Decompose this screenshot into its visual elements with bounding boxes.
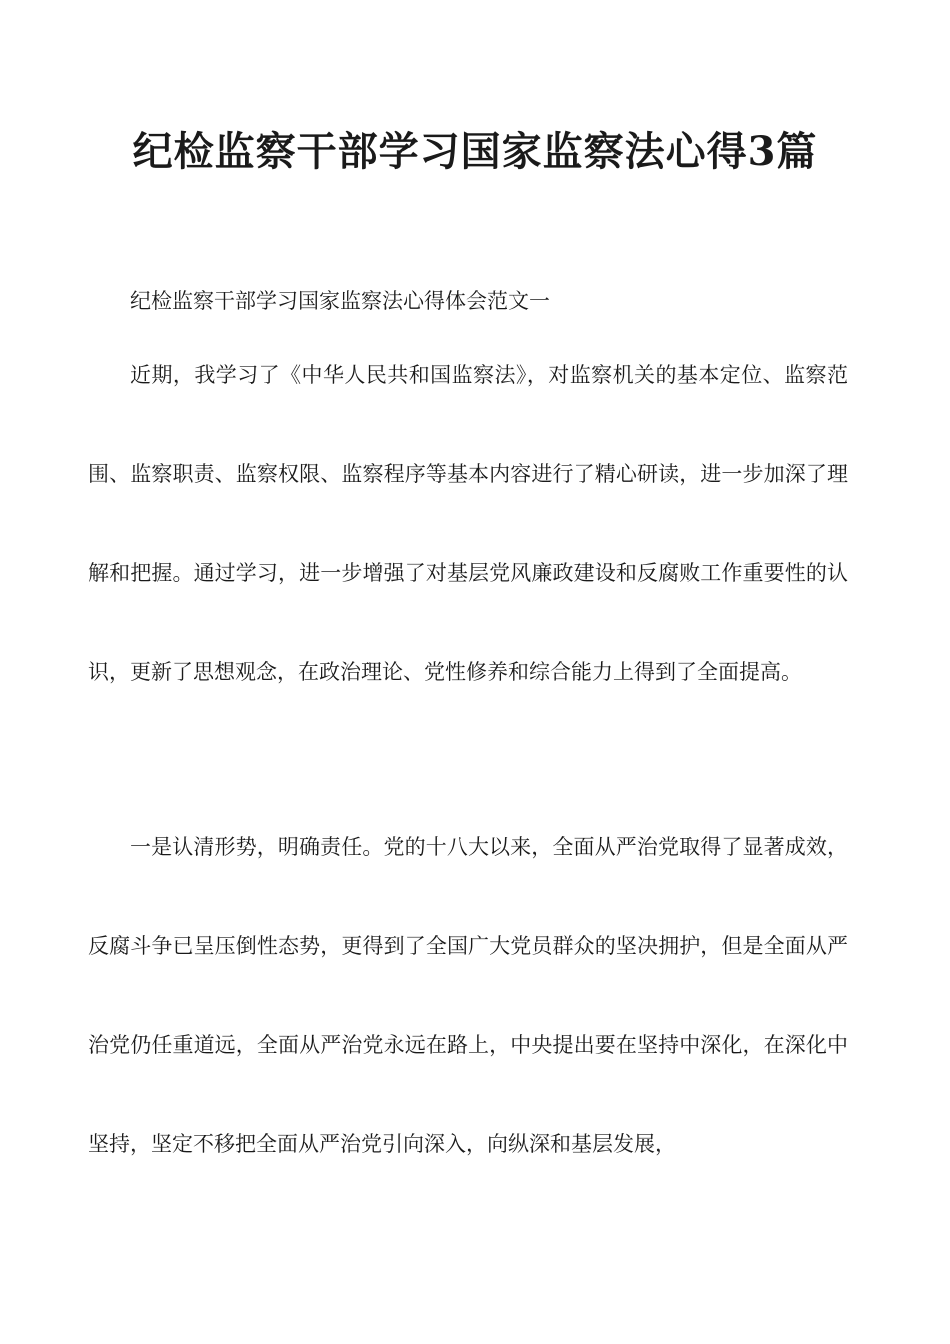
body-paragraph-1: 近期，我学习了《中华人民共和国监察法》，对监察机关的基本定位、监察范围、监察职责、监察权限、监察程序等基本内容进行了精心研读，进一步加深了理解和把握。通过学习，进一步增强了对基层党风廉政建设和反腐败工作重要性的认识，更新了思想观念，在政治理论、党性修养和综合能力上得到了全面提高。 xyxy=(88,363,848,684)
section-subtitle: 纪检监察干部学习国家监察法心得体会范文一 xyxy=(130,289,550,313)
body-paragraph-2: 一是认清形势，明确责任。党的十八大以来，全面从严治党取得了显著成效，反腐斗争已呈压倒性态势，更得到了全国广大党员群众的坚决拥护，但是全面从严治党仍任重道远，全面从严治党永远在路上，中央提出要在坚持中深化，在深化中坚持，坚定不移把全面从严治党引向深入，向纵深和基层发展， xyxy=(88,835,848,1156)
document-title: 纪检监察干部学习国家监察法心得3篇 xyxy=(132,128,818,175)
